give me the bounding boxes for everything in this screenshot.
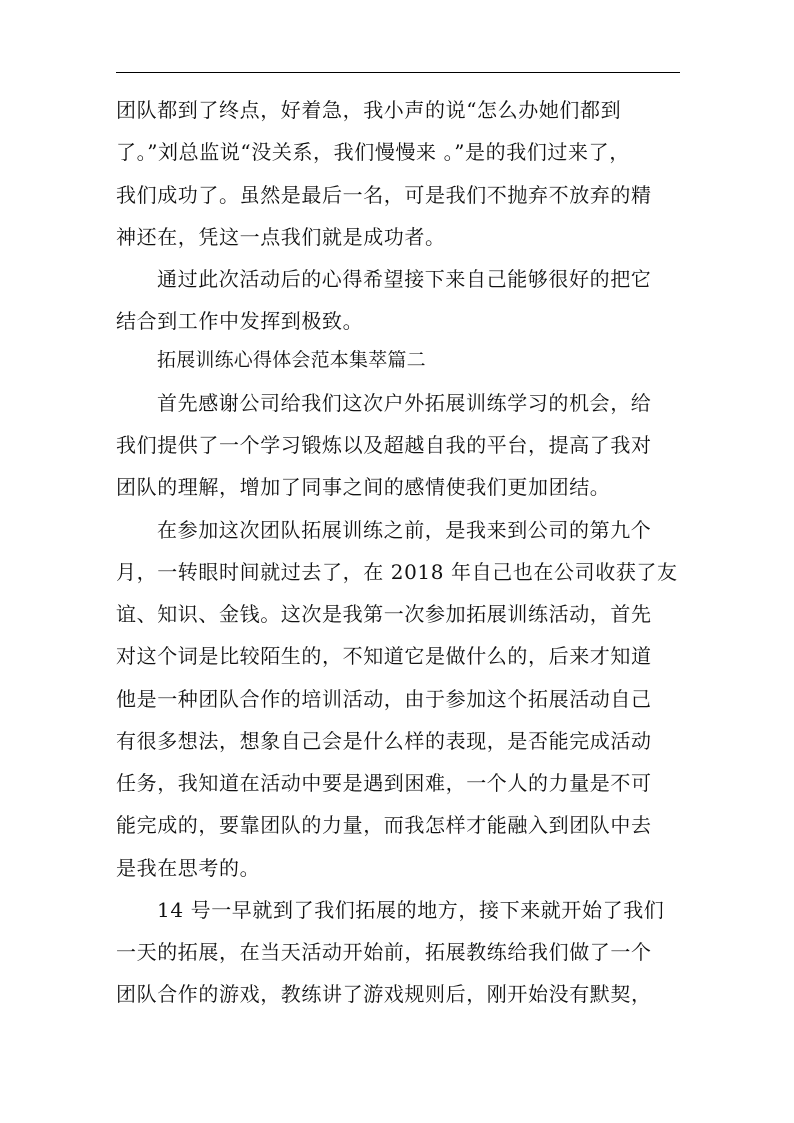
text-line: 能完成的，要靠团队的力量，而我怎样才能融入到团队中去 [116, 813, 652, 837]
text-line: 对这个词是比较陌生的，不知道它是做什么的，后来才知道 [116, 644, 652, 668]
text-line: 神还在，凭这一点我们就是成功者。 [116, 225, 446, 249]
text-line: 任务，我知道在活动中要是遇到困难，一个人的力量是不可 [116, 771, 652, 795]
text-line: 月，一转眼时间就过去了，在 2018 年自己也在公司收获了友 [116, 560, 678, 584]
text-line: 首先感谢公司给我们这次户外拓展训练学习的机会，给 [157, 391, 652, 415]
text-line: 我们提供了一个学习锻炼以及超越自我的平台，提高了我对 [116, 433, 652, 457]
text-line: 14 号一早就到了我们拓展的地方，接下来就开始了我们 [157, 898, 665, 922]
text-line: 了。”刘总监说“没关系，我们慢慢来 。”是的我们过来了， [116, 140, 630, 164]
text-line: 团队都到了终点，好着急，我小声的说“怎么办她们都到 [116, 98, 622, 122]
text-line: 他是一种团队合作的培训活动，由于参加这个拓展活动自己 [116, 687, 652, 711]
text-line: 结合到工作中发挥到极致。 [116, 309, 364, 333]
text-line: 团队的理解，增加了同事之间的感情使我们更加团结。 [116, 475, 611, 499]
text-line: 谊、知识、金钱。这次是我第一次参加拓展训练活动，首先 [116, 602, 652, 626]
text-line: 通过此次活动后的心得希望接下来自己能够很好的把它 [157, 267, 652, 291]
text-line: 一天的拓展，在当天活动开始前，拓展教练给我们做了一个 [116, 940, 652, 964]
header-rule [116, 72, 680, 73]
text-line: 团队合作的游戏，教练讲了游戏规则后，刚开始没有默契， [116, 982, 652, 1006]
text-line: 在参加这次团队拓展训练之前，是我来到公司的第九个 [157, 518, 652, 542]
text-line: 是我在思考的。 [116, 856, 261, 880]
text-line: 有很多想法，想象自己会是什么样的表现，是否能完成活动 [116, 729, 652, 753]
section-heading: 拓展训练心得体会范本集萃篇二 [157, 349, 426, 371]
text-line: 我们成功了。虽然是最后一名，可是我们不抛弃不放弃的精 [116, 183, 652, 207]
